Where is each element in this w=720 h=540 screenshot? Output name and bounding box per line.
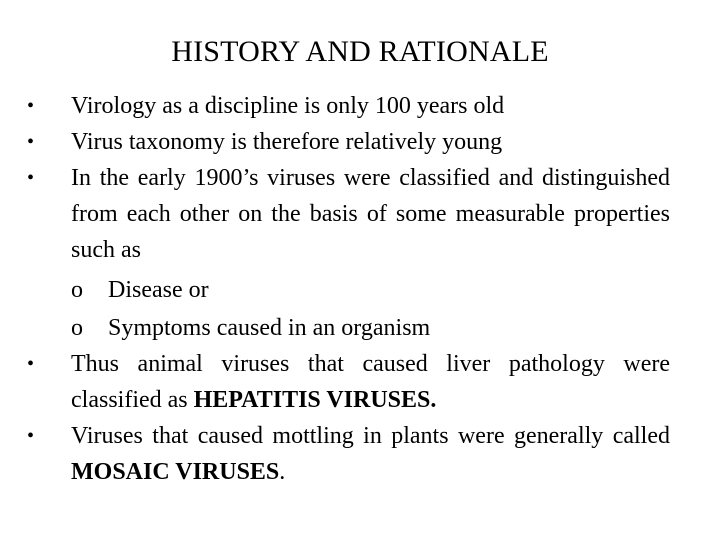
slide-title: HISTORY AND RATIONALE [171,35,549,68]
bullet-text: Thus animal viruses that caused liver pathology were classified as [71,351,670,413]
sub-item-disease [71,272,670,308]
bullet-marker: • [27,167,35,189]
bullet-marker: • [27,425,35,447]
sub-item-symptoms [71,310,670,346]
bullet-text-end: . [279,459,286,485]
bullet-text: Virus taxonomy is therefore relatively young [71,129,503,155]
bullet-item-taxonomy [24,124,670,160]
sub-item-text: Symptoms caused in an organism [108,315,431,341]
bullet-text: Viruses that caused mottling in plants were generally called [71,423,670,449]
bullet-marker: • [27,353,35,375]
bullet-item-virology-age [24,88,670,124]
bullet-item-hepatitis [24,346,670,418]
hepatitis-viruses-term: HEPATITIS VIRUSES. [193,387,437,413]
sub-item-text: Disease or [108,277,209,303]
sub-bullet-marker: o [71,277,83,303]
bullet-item-mosaic [24,418,670,490]
bullet-text: In the early 1900’s viruses were classified and distinguished from each other on the basis of some measurable properties such as [71,165,670,263]
bullet-marker: • [27,131,35,153]
bullet-item-early-classification [24,160,670,346]
bullet-marker: • [27,95,35,117]
sub-bullet-marker: o [71,315,83,341]
sub-bullet-list [71,272,670,346]
mosaic-viruses-term: MOSAIC VIRUSES [71,459,280,485]
bullet-text: Virology as a discipline is only 100 years old [71,93,505,119]
bullet-list [24,88,670,490]
